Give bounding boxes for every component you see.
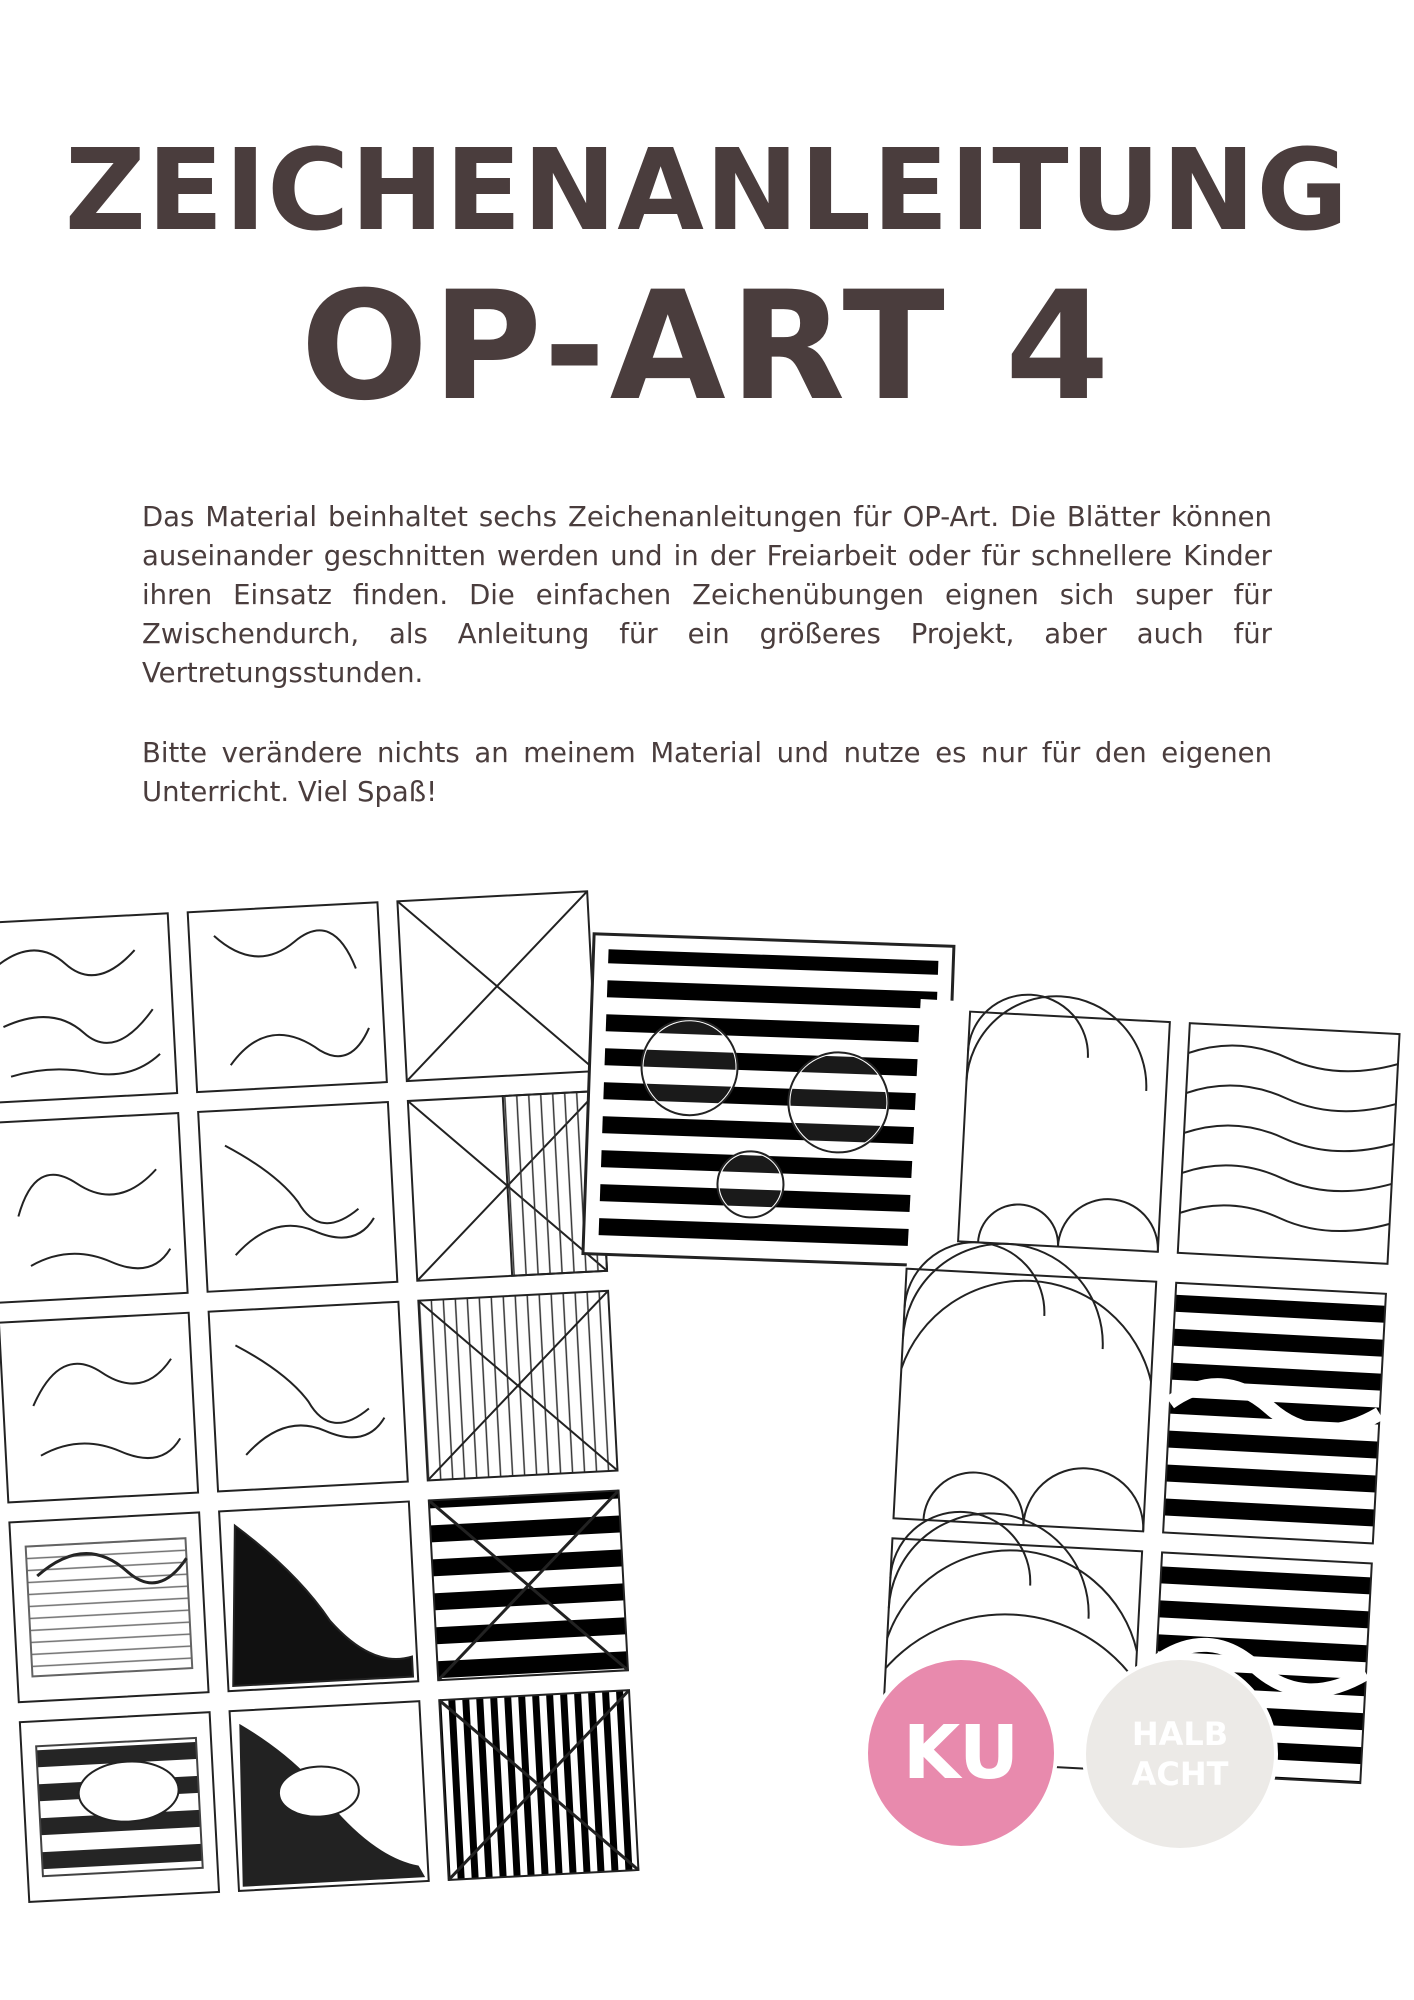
center-sheet [583, 934, 954, 1266]
halbacht-logo-badge [1082, 1656, 1278, 1852]
intro-paragraph-2: Bitte verändere nichts an meinem Material und nutze es nur für den eigenen Unterricht. Viel Spaß! [142, 737, 1272, 808]
title-line-1: ZEICHENANLEITUNG [64, 126, 1350, 256]
intro-paragraph-1: Das Material beinhaltet sechs Zeichenanleitungen für OP-Art. Die Blätter können auseinander geschnitten werden und in der Freiarbeit oder für schnellere Kinder ihren Einsatz finden. Die einfachen Zeichenübungen eignen sich super für Zwischendurch, als Anleitung für ein größeres Projekt, aber auch für Vertretungsstunden. [142, 501, 1272, 689]
logo-line-1: HALB [1131, 1715, 1229, 1753]
ku-badge-label: KU [902, 1710, 1020, 1796]
logo-line-2: ACHT [1131, 1755, 1229, 1793]
ku-badge [864, 1656, 1058, 1850]
left-sheet [0, 864, 688, 1998]
title-line-2: OP-ART 4 [300, 260, 1114, 434]
